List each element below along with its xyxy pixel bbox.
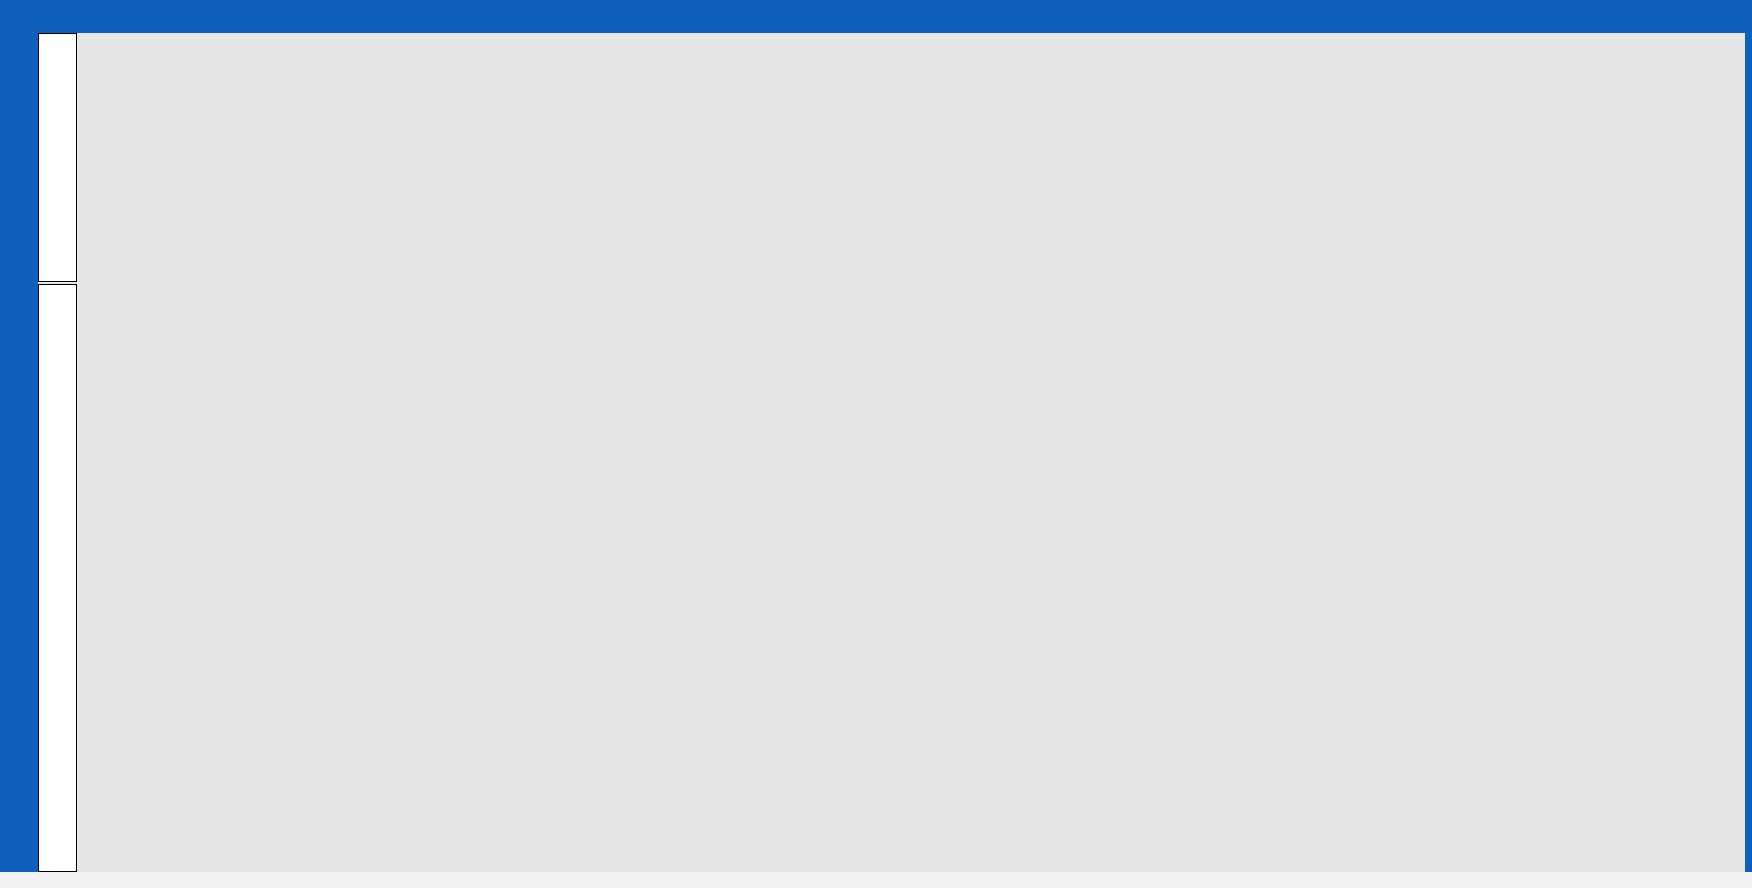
right-border [1745, 33, 1752, 872]
title-bar [0, 0, 1752, 33]
changes-label-cell [38, 284, 77, 872]
footer [0, 872, 1752, 888]
season-label-cell [38, 33, 77, 282]
left-border [0, 33, 38, 872]
